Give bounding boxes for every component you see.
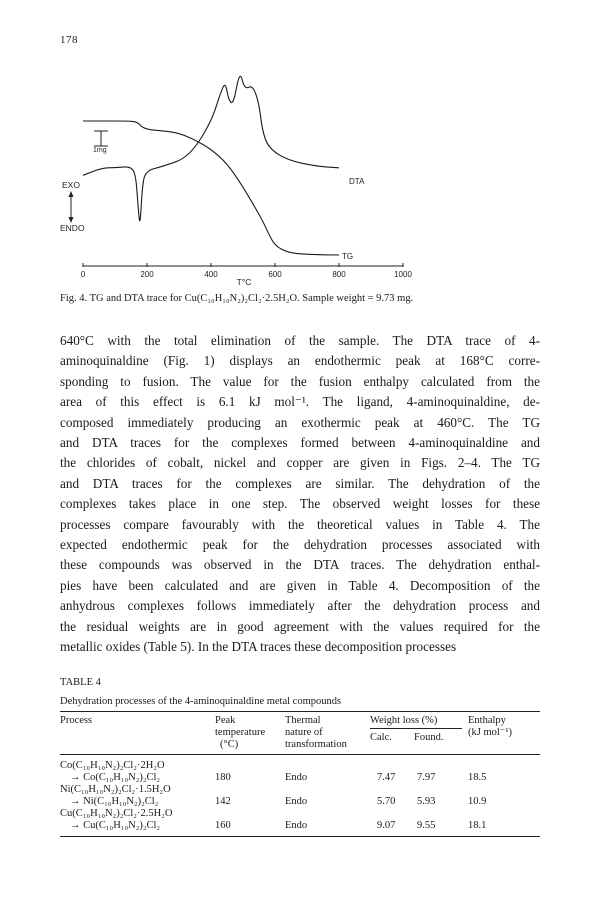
row-2-compound: Ni(C₁₀H₁₀N₂)₂Cl₂·1.5H₂O: [60, 784, 171, 795]
x-tick-label: 600: [268, 270, 282, 279]
body-line: the residual weights are in good agreement with the values required for the: [60, 618, 540, 634]
scale-bar-label: 1mg: [93, 147, 107, 154]
dta-curve-label: DTA: [349, 177, 365, 186]
exo-label: EXO: [62, 180, 80, 190]
x-tick-label: 1000: [394, 270, 412, 279]
header-process: Process: [60, 715, 93, 726]
body-line: the chlorides of cobalt, nickel and copper are given in Figs. 2–4. The TG: [60, 455, 540, 471]
body-line: these compounds was observed in the DTA traces. The dehydration enthal-: [60, 557, 540, 573]
body-line: composed immediately producing an exothermic peak at 460°C. The TG: [60, 414, 540, 430]
row-3-enthalpy: 18.1: [468, 820, 487, 831]
row-3-product: → Cu(C₁₀H₁₀N₂)₂Cl₂: [70, 820, 161, 831]
page-number: 178: [60, 34, 78, 46]
body-line: pies have been calculated and are given in Table 4. Decomposition of the: [60, 577, 540, 593]
table-header-rule: [60, 754, 540, 755]
x-axis-label: T°C: [236, 277, 252, 287]
row-3-calc: 9.07: [377, 820, 396, 831]
row-2-calc: 5.70: [377, 796, 396, 807]
tg-curve-label: TG: [342, 252, 354, 261]
row-2-found: 5.93: [417, 796, 436, 807]
table-title: Dehydration processes of the 4-aminoquinaldine metal compounds: [60, 696, 342, 707]
row-1-peak: 180: [215, 772, 231, 783]
body-line: complexes takes place in one step. The observed weight losses for these: [60, 496, 540, 512]
table-top-rule: [60, 711, 540, 712]
body-line: processes compare favourably with the theoretical values in Table 4. The: [60, 516, 540, 532]
row-1-found: 7.97: [417, 772, 436, 783]
weight-loss-rule: [370, 728, 462, 729]
table-bottom-rule: [60, 836, 540, 837]
header-found: Found.: [414, 732, 444, 743]
header-weight-loss: Weight loss (%): [370, 715, 438, 726]
row-2-product: → Ni(C₁₀H₁₀N₂)₂Cl₂: [70, 796, 159, 807]
x-tick-label: 0: [80, 270, 86, 279]
row-1-product: → Co(C₁₀H₁₀N₂)₂Cl₂: [70, 772, 161, 783]
tg-curve: [83, 121, 339, 255]
header-thermal-line2: nature of: [285, 727, 323, 738]
body-line: and DTA traces for the complexes formed between 4-aminoquinaldine and: [60, 435, 540, 451]
body-line: 640°C with the total elimination of the sample. The DTA trace of 4-: [60, 333, 540, 348]
body-line: sponding to fusion. The value for the fusion enthalpy calculated from the: [60, 373, 540, 389]
row-2-nature: Endo: [285, 796, 308, 807]
row-3-compound: Cu(C₁₀H₁₀N₂)₂Cl₂·2.5H₂O: [60, 808, 173, 819]
body-paragraph: [60, 331, 540, 658]
row-1-enthalpy: 18.5: [468, 772, 487, 783]
body-line: expected endothermic peak for the dehydration processes associated with: [60, 537, 540, 553]
row-1-calc: 7.47: [377, 772, 396, 783]
table-label: TABLE 4: [60, 677, 101, 688]
endo-label: ENDO: [60, 223, 85, 233]
thermal-analysis-figure: [58, 58, 538, 298]
row-2-peak: 142: [215, 796, 231, 807]
header-thermal-line3: transformation: [285, 739, 347, 750]
header-enthalpy: Enthalpy: [468, 715, 506, 726]
header-thermal: Thermal: [285, 715, 321, 726]
x-tick-label: 200: [140, 270, 154, 279]
figure-caption: Fig. 4. TG and DTA trace for Cu(C₁₀H₁₀N₂)₂Cl₂·2.5H₂O. Sample weight = 9.73 mg.: [60, 293, 414, 304]
body-line: area of this effect is 6.1 kJ mol⁻¹. The ligand, 4-aminoquinaldine, de-: [60, 394, 540, 410]
tg-dta-chart: [58, 58, 538, 298]
scale-bar-marker: [94, 131, 108, 146]
x-tick-label: 800: [332, 270, 346, 279]
row-1-compound: Co(C₁₀H₁₀N₂)₂Cl₂·2H₂O: [60, 760, 165, 771]
header-peak-unit: (°C): [220, 739, 239, 750]
row-3-nature: Endo: [285, 820, 308, 831]
row-1-nature: Endo: [285, 772, 308, 783]
header-peak-line2: temperature: [215, 727, 266, 738]
header-calc: Calc.: [370, 732, 392, 743]
exo-endo-arrow-icon: [69, 191, 74, 223]
x-tick-label: 400: [204, 270, 218, 279]
body-line: metallic oxides (Table 5). In the DTA traces these decomposition processes: [60, 639, 457, 655]
row-2-enthalpy: 10.9: [468, 796, 487, 807]
header-enthalpy-unit: (kJ mol⁻¹): [468, 727, 512, 738]
body-line: aminoquinaldine (Fig. 1) displays an endothermic peak at 168°C corre-: [60, 353, 540, 369]
dta-curve: [83, 76, 339, 220]
body-line: and DTA traces for the complexes are similar. The dehydration of the: [60, 475, 540, 491]
row-3-found: 9.55: [417, 820, 436, 831]
header-peak: Peak: [215, 715, 236, 726]
body-line: anhydrous complexes follows immediately after the dehydration process and: [60, 598, 540, 614]
row-3-peak: 160: [215, 820, 231, 831]
